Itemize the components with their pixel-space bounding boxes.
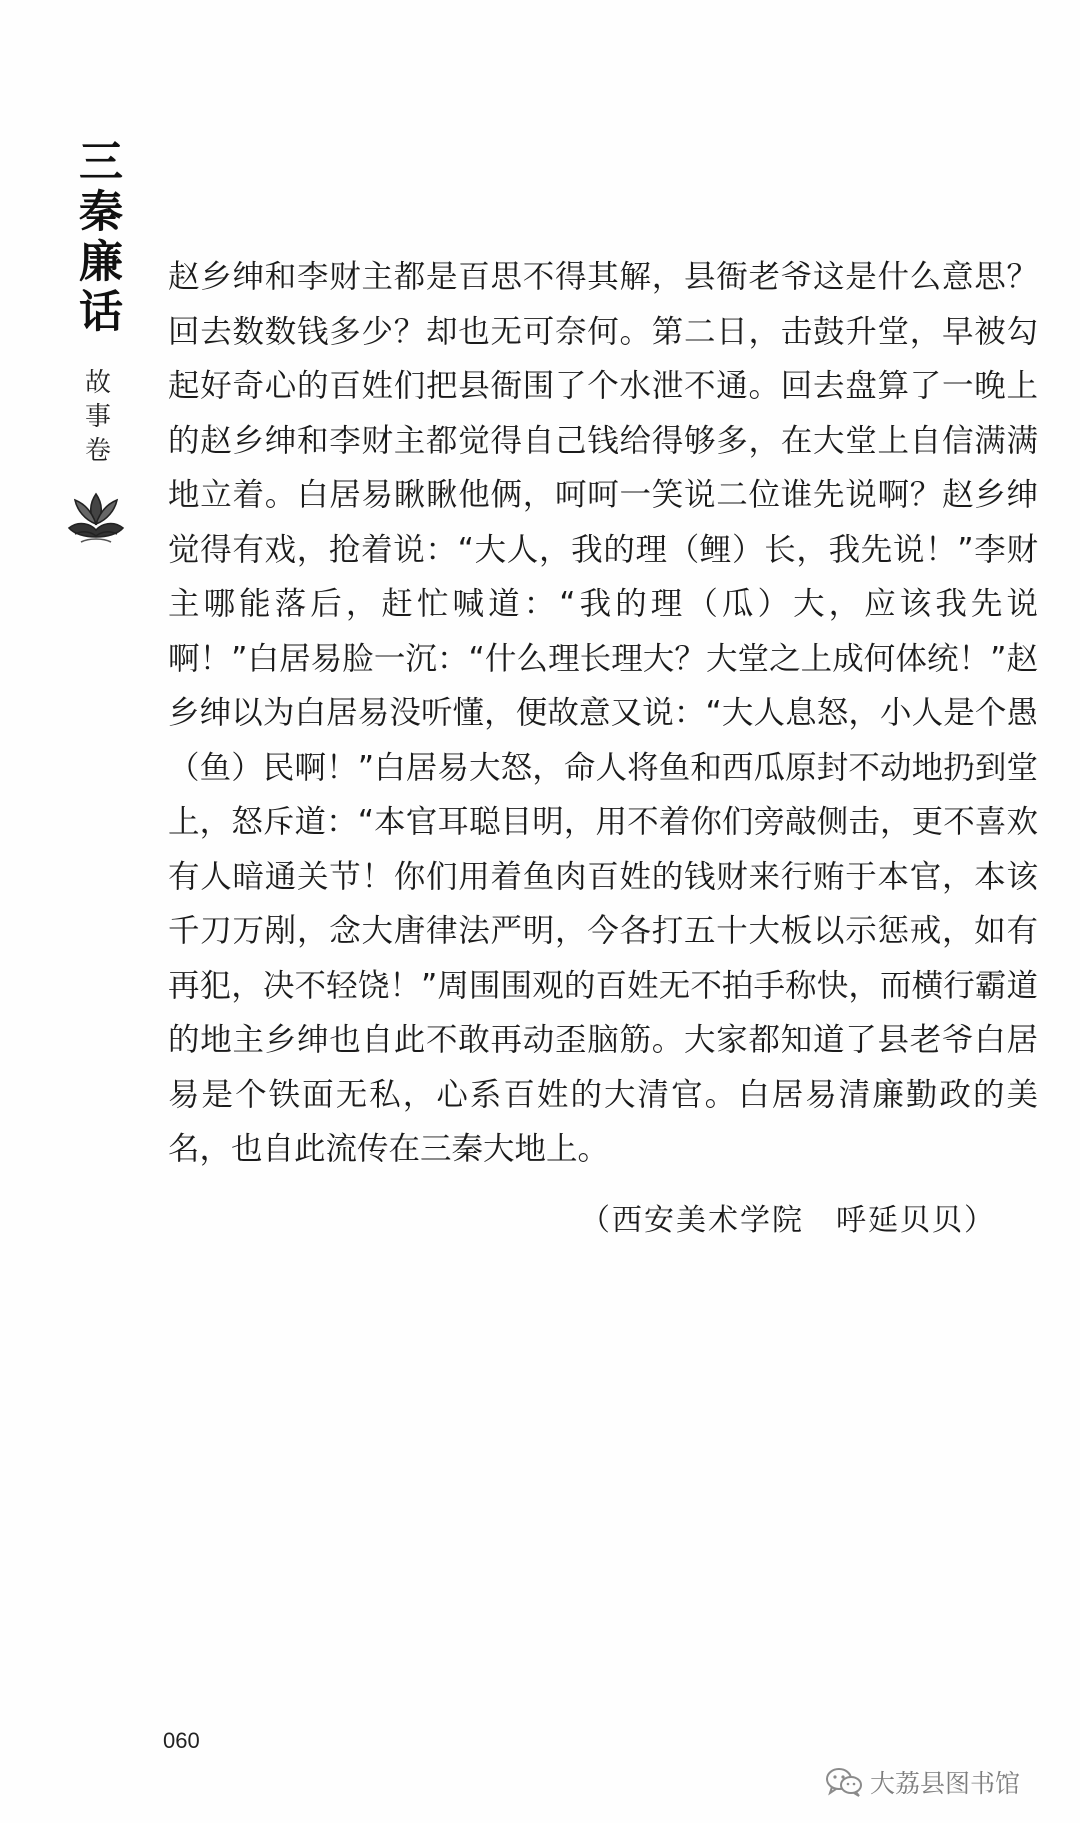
series-title: 三秦廉话 [71, 138, 122, 338]
volume-title: 故事卷 [80, 368, 111, 470]
story-paragraph: 赵乡绅和李财主都是百思不得其解，县衙老爷这是什么意思？回去数数钱多少？却也无可奈何。第二日，击鼓升堂，早被勾起好奇心的百姓们把县衙围了个水泄不通。回去盘算了一晚上的赵乡绅和李财主都觉得自己钱给得够多，在大堂上自信满满地立着。白居易瞅瞅他俩，呵呵一笑说二位谁先说啊？赵乡绅觉得有戏，抢着说：“大人，我的理（鲤）长，我先说！”李财主哪能落后，赶忙喊道：“我的理（瓜）大，应该我先说啊！”白居易脸一沉：“什么理长理大？大堂之上成何体统！”赵乡绅以为白居易没听懂，便故意又说：“大人息怒，小人是个愚（鱼）民啊！”白居易大怒，命人将鱼和西瓜原封不动地扔到堂上，怒斥道：“本官耳聪目明，用不着你们旁敲侧击，更不喜欢有人暗通关节！你们用着鱼肉百姓的钱财来行贿于本官，本该千刀万剐，念大唐律法严明，今各打五十大板以示惩戒，如有再犯，决不轻饶！”周围围观的百姓无不拍手称快，而横行霸道的地主乡绅也自此不敢再动歪脑筋。大家都知道了县老爷白居易是个铁面无私，心系百姓的大清官。白居易清廉勤政的美名，也自此流传在三秦大地上。 [168, 259, 1038, 1167]
story-text [168, 250, 1038, 1177]
series-header [66, 138, 126, 546]
wechat-icon [824, 1766, 864, 1798]
watermark-text: 大荔县图书馆 [870, 1769, 1021, 1798]
author-attribution: （西安美术学院 呼延贝贝） [580, 1203, 996, 1238]
lotus-icon [61, 484, 131, 546]
watermark [824, 1764, 1020, 1800]
page-number: 060 [163, 1728, 200, 1753]
